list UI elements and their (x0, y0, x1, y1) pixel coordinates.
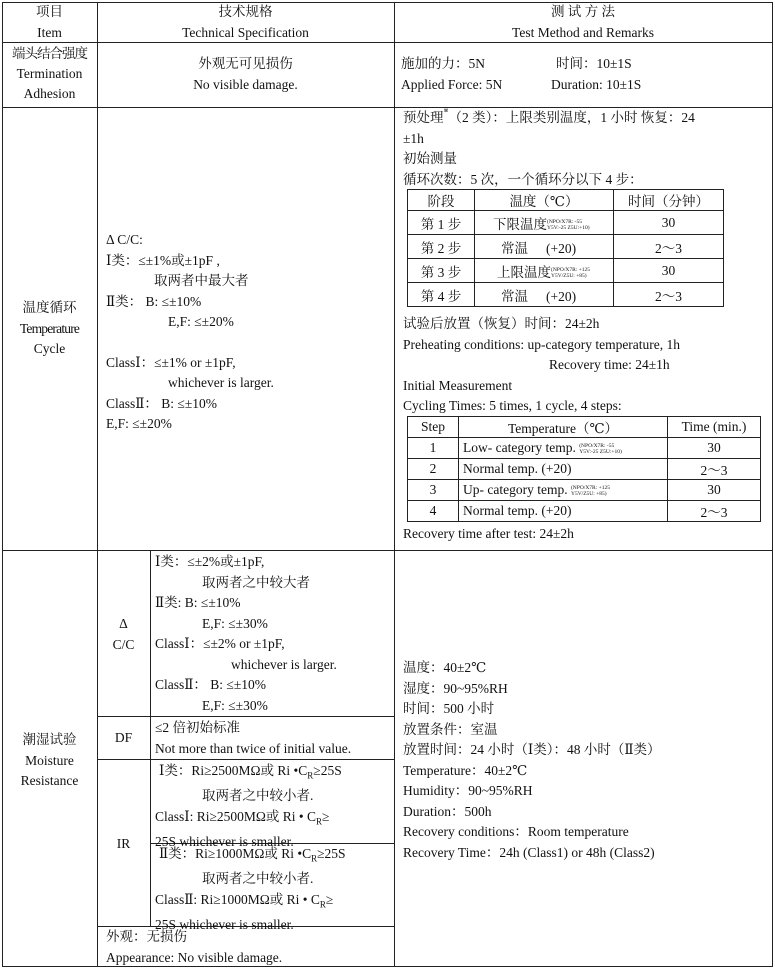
table-header: Step (408, 417, 459, 438)
column-divider-2 (394, 2, 395, 967)
table-header: Temperature（℃） (459, 417, 668, 438)
moisture-method: 温度：40±2℃ 湿度：90~95%RH 时间：500 小时 放置条件：室温 放置时间：24 小时（Ⅰ类）：48 小时（Ⅱ类） Temperature：40±2℃ Humidity：90~95%RH Duration：500h Recovery conditions：Room temperature Recovery Time：24h (Class1) or 48h (Class2) (403, 660, 661, 860)
column-divider-1 (97, 2, 98, 967)
temperature-spec: Δ C/C: Ⅰ类：≤±1%或±1pF , 取两者中最大者 Ⅱ类： B: ≤±10% E,F: ≤±20% ClassⅠ：≤±1% or ±1pF, whichever is larger. ClassⅡ： B: ≤±10% E,F: ≤±20% (106, 232, 274, 431)
moisture-ir-spec-class1: Ⅰ类：Ri≥2500MΩ或 Ri $•C_R\ge 25S$ 取两者之中较小者. ClassⅠ: Ri≥2500MΩ或 Ri • $C_R\ge$ 25S whichever is smaller. (155, 763, 342, 849)
table-header: 时间（分钟） (614, 190, 724, 211)
moisture-ir-label: IR (116, 836, 131, 851)
header-item: 项目 Item (36, 4, 63, 40)
moisture-cc-divider (97, 716, 394, 717)
table-cell: 30 (614, 259, 724, 283)
table-cell: 30 (668, 438, 761, 459)
termination-method-time-cn: 时间：10±1S (556, 56, 632, 71)
moisture-cc-spec: Ⅰ类：≤±2%或±1pF, 取两者之中较大者 Ⅱ类: B: ≤±10% E,F: ≤±30% ClassⅠ：≤±2% or ±1pF, whichever is larger. ClassⅡ： B: ≤±10% E,F: ≤±30% (155, 554, 337, 713)
table-cell: 30 (614, 211, 724, 235)
moisture-cc-label: Δ C/C (112, 616, 135, 652)
table-cell: 4 (408, 501, 459, 522)
temperature-method-bottom: Recovery time after test: 24±2h (403, 526, 574, 541)
header-method: 测 试 方 法 Test Method and Remarks (512, 4, 654, 40)
table-cell: 第 1 步 (408, 211, 475, 235)
row-divider-temperature (2, 550, 773, 551)
termination-method-force-cn: 施加的力：5N (401, 56, 485, 71)
temperature-method-mid: 试验后放置（恢复）时间：24±2h Preheating conditions: up-category temperature, 1h Recovery time: 24±1h Initial Measurement Cycling Times: 5 times, 1 cycle, 4 steps: (403, 316, 681, 413)
termination-method-time-en: Duration: 10±1S (551, 77, 642, 92)
table-cell: 30 (668, 480, 761, 501)
table-cell: 第 3 步 (408, 259, 475, 283)
table-cell: Normal temp. (+20) (459, 501, 668, 522)
table-header: Time (min.) (668, 417, 761, 438)
moisture-df-label: DF (114, 730, 133, 745)
temperature-method-top: 预处理※（2 类）：上限类别温度，1 小时 恢复：24 ±1h 初始测量 循环次数：5 次，一个循环分以下 4 步： (403, 108, 695, 187)
table-cell: 下限温度(NPO/X7R: -55 Y5V:-25 Z5U:+10) (475, 211, 614, 235)
table-cell: 3 (408, 480, 459, 501)
spec-table (2, 2, 773, 967)
table-cell: 上限温度(NPO/X7R: +125 Y5V/Z5U: +85) (475, 259, 614, 283)
moisture-appearance: 外观：无损伤 Appearance: No visible damage. (106, 929, 283, 965)
table-cell: 2～3 (668, 501, 761, 522)
temperature-table-en (407, 416, 761, 522)
table-cell: 2～3 (614, 235, 724, 259)
table-cell: 第 2 步 (408, 235, 475, 259)
moisture-ir-spec-class2: Ⅱ类：Ri≥1000MΩ或 Ri $•C_R\ge 25S$ 取两者之中较小者. ClassⅡ: Ri≥1000MΩ或 Ri • $C_R\ge$ 25S whichever is smaller. (155, 846, 346, 932)
table-cell: 常温 (+20) (475, 283, 614, 307)
termination-item: 端头结合强度 Termination Adhesion (12, 46, 87, 101)
table-header: 阶段 (408, 190, 475, 211)
table-border-right (772, 2, 773, 967)
moisture-df-spec: ≤2 倍初始标准 Not more than twice of initial value. (155, 720, 352, 756)
table-cell: 第 4 步 (408, 283, 475, 307)
table-cell: 2～3 (614, 283, 724, 307)
header-spec: 技术规格 Technical Specification (182, 4, 309, 40)
moisture-subcol-divider (150, 550, 151, 926)
table-border-left (2, 2, 3, 967)
table-cell: 常温 (+20) (475, 235, 614, 259)
table-cell: Normal temp. (+20) (459, 459, 668, 480)
termination-spec: 外观无可见损伤 No visible damage. (193, 56, 298, 92)
table-cell: Low- category temp. (NPO/X7R: -55 Y5V:-25 Z5U:+10) (459, 438, 668, 459)
table-cell: 2～3 (668, 459, 761, 480)
temperature-table-cn (407, 189, 724, 307)
moisture-df-divider (97, 759, 394, 760)
table-header: 温度（℃） (475, 190, 614, 211)
table-cell: 1 (408, 438, 459, 459)
table-cell: 2 (408, 459, 459, 480)
table-cell: Up- category temp. (NPO/X7R: +125 Y5V/Z5U: +85) (459, 480, 668, 501)
temperature-item: 温度循环 Temperature Cycle (19, 300, 80, 356)
termination-method-force-en: Applied Force: 5N (401, 77, 503, 92)
moisture-item: 潮湿试验 Moisture Resistance (20, 732, 79, 788)
